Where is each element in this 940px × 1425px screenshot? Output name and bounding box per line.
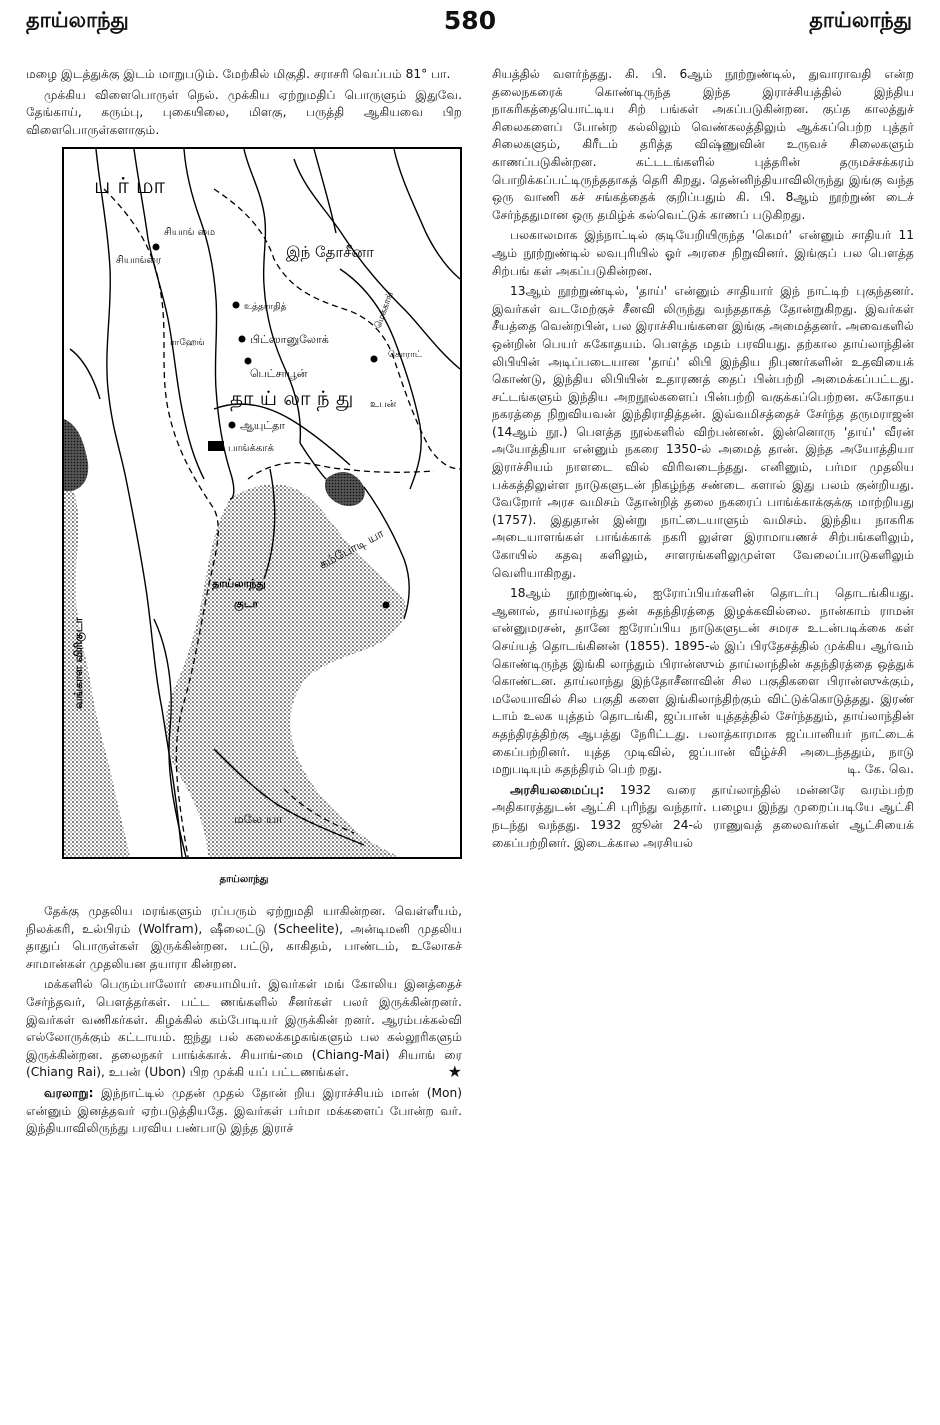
paragraph-khmer: பலகாலமாக இந்நாட்டில் குடியேறியிருந்த 'கெமர்' என்னும் சாதியர் 11 ஆம் நூற்றுண்டில் லவபுரியில் ஓர் அரசை நிறுவினர். இங்குப் பல பௌத்த சிற்பங் கள் அகப்படுகின்றன.	[492, 228, 914, 278]
label-ayutthaya: ஆயுட்தா	[240, 419, 286, 433]
europeans-text: 18ஆம் நூற்றுண்டில், ஐரோப்பியர்களின் தொடர்பு தொடங்கியது. ஆனால், தாய்லாந்து தன் சுதந்திரத்தை இழக்கவில்லை. நான்காம் ராமன் என்னுமரசன், தானே ஐரோப்பிய நாடுகளுடன் சமரச உடன்படிக்கை கள் செய்யத் தொடங்கினன் (1855). 1895-ல் இப் பிரதேசத்தில் முக்கிய ஆர்வம் கொண்டிருந்த இங்கி லாந்தும் பிரான்ஸும் தாய்லாந்தின் சுதந்திரத்தை ஒத்துக் கொண்டன. தாய்லாந்து இந்தோசீனாவின் சில பகுதிகளை பிரான்ஸுக்கும், மலேயாவில் சில பகுதி களை இங்கிலாந்திற்கும் விட்டுக்கொடுத்தது. இரண் டாம் உலக யுத்தம் தொடங்கி, ஜப்பான் யுத்தத்தில் சேர்ந்ததும், தாய்லாந்தின் சுதந்திரத்திற்கு ஆபத்து நேரிட்டது. பலாத்காரமாக ஜப்பானியர் நாட்டைக் கைப்பற்றினர். யுத்த முடிவில், ஜப்பான் வீழ்ச்சி அடைந்ததும், நாடு மறுபடியும் சுதந்திரம் பெற் றது.	[492, 586, 914, 777]
uttaradit-dot	[233, 302, 240, 309]
left-column	[26, 66, 462, 1141]
label-khorat: கொராட்	[388, 350, 422, 361]
label-bay-of-bengal: வங்காள விரிகுடா	[72, 618, 85, 710]
label-phetchabun: பெட்சாபூன்	[250, 367, 308, 381]
label-chiang-mai: சியாங் மை	[164, 227, 216, 239]
label-uttaradit: உத்தராதித்	[244, 302, 287, 313]
paragraph-europeans	[492, 585, 914, 779]
paragraph-crops: முக்கிய விளைபொருள் நெல். முக்கிய ஏற்றுமதிப் பொருளும் இதுவே. தேங்காய், கரும்பு, புகையிலை, மிளகு, பருத்தி ஆகியவை பிற விளைபொருள்களாகும்.	[26, 87, 462, 137]
tonle-sap-lake	[325, 472, 365, 506]
history-text: இந்நாட்டில் முதன் முதல் தோன் றிய இராச்சியம் மான் (Mon) என்னும் இனத்தவர் ஏற்படுத்தியதே. இவர்கள் பர்மா மக்களைப் போன்ற வர். இந்தியாவிலிருந்து பரவிய பண்பாடு இந்த இராச்	[26, 1085, 462, 1136]
paragraph-polity	[492, 782, 914, 852]
paragraph-history	[26, 1085, 462, 1138]
author-signature: டி. கே. வெ.	[847, 762, 914, 777]
bangkok-marker	[208, 441, 224, 451]
label-chiang-rai: சியாங்ரை	[116, 255, 162, 267]
right-column	[492, 66, 914, 855]
label-indochina: இந் தோசீனா	[286, 243, 374, 262]
label-gulf: குடா	[234, 597, 259, 611]
thailand-map	[62, 147, 462, 859]
map-caption: தாய்லாந்து	[219, 874, 269, 886]
label-raheng: ராஹேங்	[170, 338, 205, 349]
history-heading: வரலாறு:	[44, 1085, 94, 1100]
page-number: 580	[443, 6, 497, 35]
paragraph-people	[26, 976, 462, 1082]
paragraph-exports: தேக்கு முதலிய மரங்களும் ரப்பரும் ஏற்றுமதி யாகின்றன. வெள்ளீயம், நிலக்கரி, உல்பிரம் (Wolfram), ஷீலைட்டு (Scheelite), அன்டிமனி முதலிய தாதுப் பொருள்கள் இருக்கின்றன. பட்டு, காகிதம், பாண்டம், உலோகச் சாமான்கள் முதலியன தயாரா கின்றன.	[26, 903, 462, 971]
people-text: மக்களில் பெரும்பாலோர் சையாமியர். இவர்கள் மங் கோலிய இனத்தைச் சேர்ந்தவர், பௌத்தர்கள். பட்ட ணங்களில் சீனர்கள் பலர் இருக்கின்றனர். இவர்கள் வணிகர்கள். கிழக்கில் கம்போடியர் இருக்கின் றனர். ஆரம்பக்கல்வி எல்லோருக்கும் கட்டாயம். ஐந்து பல் கலைக்கழகங்களும் பல கல்லூரிகளும் இருக்கின்றன. தலைநகர் பாங்க்காக். சியாங்-மை (Chiang-Mai) சியாங் ரை (Chiang Rai), உபன் (Ubon) பிற முக்கி யப் பட்டணங்கள்.	[26, 977, 462, 1080]
phitsanulok-dot	[239, 336, 246, 343]
khorat-dot	[371, 356, 378, 363]
west-coast-island	[64, 419, 88, 491]
polity-heading: அரசியலமைப்பு:	[510, 782, 605, 797]
label-gulf-of-thailand: தாய்லாந்து	[212, 577, 266, 591]
paragraph-dvaravati: சியத்தில் வளர்ந்தது. கி. பி. 6ஆம் நூற்றுண்டில், துவாராவதி என்ற தலைநகரைக் கொண்டிருந்த இந்த இராச்சியத்தில் இந்திய நாகரிகத்தையொட்டிய சிற் பங்கள் அகப்படுகின்றன. குப்த காலத்துச் சிலைகளைப் போன்ற கல்லிலும் வெண்கலத்திலும் ஆக்கப்பெற்ற புத்தர் சிலைகளும், கிரீடம் தரித்த விஷ்ணுவின் உருவச் சிலைகளும் காணப்படுகின்றன. கட்டடங்களில் புத்தரின் தருமச்சக்கரம் பொறிக்கப்பட்டிருந்ததாகத் தெரி கிறது. தென்னிந்தியாவிலிருந்து இங்கு வந்த ஒரு வாணி கச் சங்கத்தைக் குறிப்பதும் கி. பி. 8ஆம் நூற்றுண் டைச் சேர்ந்ததுமான ஒரு தமிழ்க் கல்வெட்டுக் காணப் படுகிறது.	[492, 67, 914, 222]
label-malaya: மலே யா	[234, 812, 283, 827]
south-town-dot	[383, 602, 390, 609]
label-mekong: மெக்காங்	[373, 290, 396, 331]
label-burma: ப ர் மா	[94, 174, 166, 200]
polity-text: 1932 வரை தாய்லாந்தில் மன்னரே வரம்பற்ற அதிகாரத்துடன் ஆட்சி புரிந்து வந்தார். பழைய இந்து முறைப்படியே ஆட்சி நடந்து வந்தது. 1932 ஜூன் 24-ல் ராணுவத் தலைவர்கள் ஆட்சியைக் கைப்பற்றினர். இடைக்கால அரசியல்	[492, 782, 914, 850]
paragraph-thai-people: 13ஆம் நூற்றுண்டில், 'தாய்' என்னும் சாதியார் இந் நாட்டிற் புகுந்தனர். இவர்கள் வடமேற்குச் சீனவி லிருந்து வந்ததாகத் தோன்றுகிறது. இவர்கள் சீயத்தை வென்றபின், பல இராச்சியங்களை இங்கு அமைத்தனர். அவைகளில் ஒன்றின் பெயர் சுகோதயம். பௌத்த மதம் பரவியது. தற்கால தாய்லாந்தின் லிபியின் அடிப்படையான 'தாய்' லிபி இந்திய நிபுணர்களின் உதவியைக் கொண்டு, இந்திய லிபியின் உதாரணத் தைப் பின்பற்றி அமைக்கப்பட்டது. சட்டங்களும் இந்திய அறநூல்களைப் பின்பற்றி வகுக்கப்பெற்றன. சுகோதய நகரத்தை நிறுவியவன் இந்திராதித்தன். இவ்வமிசத்தைச் சேர்ந்த தருமராஜன் (14ஆம் நூ.) பௌத்த நூல்களில் விற்பன்னன். இன்னொரு 'தாய்' வீரன் அயோத்தியா என்னும் நகரை 1350-ல் அமைத் தான். இந்த அயோத்தியா இராச்சியம் நாளடை வில் விரிவடைந்தது. எனினும், பர்மா முதலிய பக்கத்திலுள்ள நாடுகளுடன் நிகழ்ந்த சண்டை களால் இது பலம் குன்றியது. வேறோர் அரச வமிசம் தோன்றித் தலை நகரைப் பாங்க்காக்குக்கு மாற்றியது (1757). இதுதான் இன்று நாட்டையாளும் வமிசம். இந்திய நாகரிக அடையாளங்கள் பாங்க்காக் நகரி லுள்ள இராமாயணச் சிற்பங்களிலும், கோயில் கதவு களிலும், சாளரங்களிலுமுள்ள வேலைப்பாடுகளிலும் வெளியாகிறது.	[492, 284, 914, 580]
star-icon: ★	[447, 1062, 462, 1082]
ayutthaya-dot	[229, 422, 236, 429]
running-head-left: தாய்லாந்து	[26, 8, 129, 32]
label-thailand: தா ய் லா ந் து	[230, 386, 354, 411]
running-head-right: தாய்லாந்து	[809, 8, 912, 32]
chiang-mai-dot	[153, 244, 160, 251]
label-bangkok: பாங்க்காக்	[228, 443, 274, 455]
label-cambodia: கம்போடி யா	[316, 526, 387, 573]
paragraph-climate: மழை இடத்துக்கு இடம் மாறுபடும். மேற்கில் மிகுதி. சராசரி வெப்பம் 81° பா.	[26, 67, 451, 81]
label-phitsanulok: பிட்ஸானுலோக்	[250, 333, 329, 347]
phetchabun-dot	[245, 358, 252, 365]
label-ubon: உபன்	[370, 399, 397, 411]
map-drawing	[64, 149, 460, 857]
